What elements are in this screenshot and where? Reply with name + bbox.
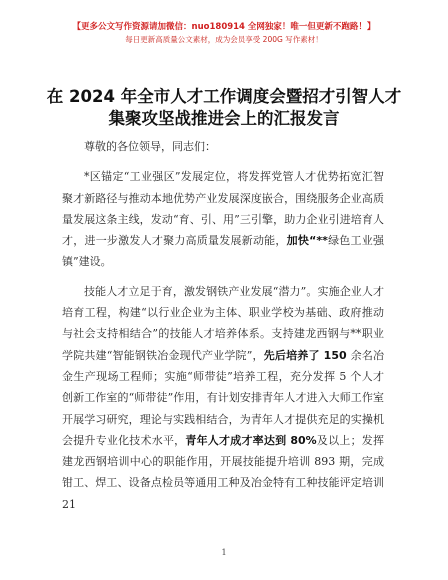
- paragraph-2: [62, 281, 384, 515]
- title-line-2: 集聚攻坚战推进会上的汇报发言: [108, 109, 340, 128]
- promo-line-2: 每日更新高质量公文素材，成为会员享受 200G 写作素材！: [125, 35, 323, 44]
- paragraph-2-part-c: 余名冶金生产现场工程师；实施“师带徒”培养工程，充分发挥 5 个人才创新工作室的“师带徒”作用，有计划安排青年人才进入大师工作室开展学习研究，理论与实践相结合，为青年人才提供充足的实操机会提升专业化技术水平，: [62, 348, 385, 447]
- title-line-1: 在 2024 年全市人才工作调度会暨招才引智人才: [46, 87, 402, 106]
- promo-banner: [0, 22, 448, 45]
- promo-line-1: 【更多公文写作资源请加微信：nuo180914 全网独家！唯一但更新不跑路！】: [72, 22, 376, 32]
- paragraph-1-tail: 绿色工业强镇”建设。: [62, 234, 385, 269]
- page-number: 1: [221, 548, 227, 557]
- paragraph-2-part-d: 及以上；发挥建龙西钢培训中心的职能作用，开展技能提升培训 893 期，完成钳工、焊工、设备点检员等通用工种及冶金特有工种技能评定培训 21: [62, 433, 384, 511]
- document-title: [30, 86, 418, 130]
- paragraph-2-bold-1: 先后培养了 150: [263, 348, 351, 362]
- paragraph-1-bold: 加快“**: [286, 234, 328, 248]
- document-body: [62, 136, 384, 515]
- paragraph-1-text: *区锚定“工业强区”发展定位，将发挥党管人才优势拓宽汇智聚才新路径与推动本地优势产业发展深度嵌合，围绕服务企业高质量发展这条主线，发动“育、引、用”三引擎，助力企业引进培育人才，进一步激发人才聚力高质量发展新动能，: [62, 170, 384, 248]
- paragraph-1: [62, 166, 384, 272]
- paragraph-2-bold-2: 青年人才成才率达到 80%: [185, 433, 317, 447]
- greeting: 尊敬的各位领导，同志们：: [84, 140, 216, 153]
- paragraph-2-part-a: 技能人才立足于育，激发钢铁产业发展“潜力”。实施企业人才培育工程，构建“以行业企业为主体、职业学校为基础、政府推动与社会支持相结合”的技能人才培养体系。支持建龙西钢与**职业学院共建“智能钢铁冶金现代产业学院”，: [62, 284, 384, 362]
